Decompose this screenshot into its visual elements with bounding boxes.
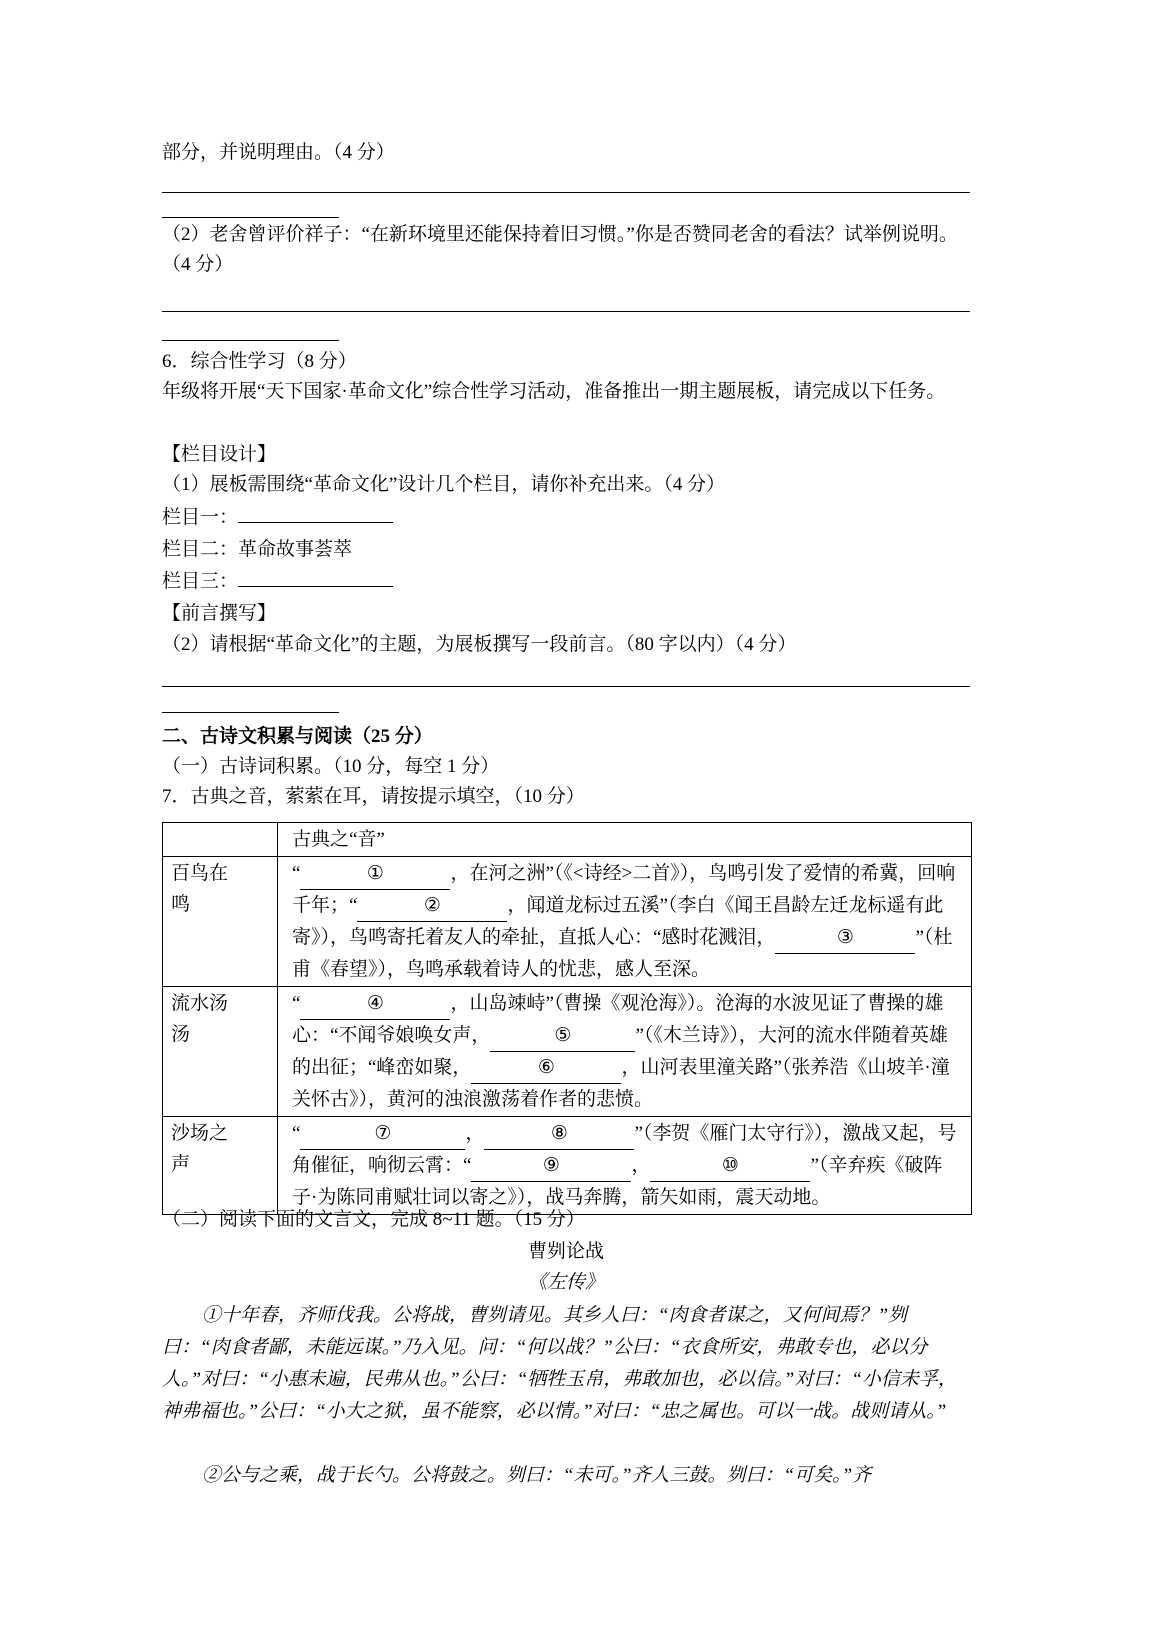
passage-title: 曹刿论战 [527, 1241, 604, 1262]
section-2-sub-1: （一）古诗词积累。（10 分，每空 1 分） [162, 756, 500, 777]
fill-in-blank: ④ [300, 988, 450, 1020]
row-label-battlefield: 沙场之声 [163, 1117, 278, 1215]
fill-in-blank: ⑨ [471, 1150, 631, 1182]
column-1-fill-line: 栏目一： [162, 503, 970, 533]
answer-line-long-3 [162, 686, 970, 687]
table-row [163, 987, 972, 1117]
answer-line-short-1 [162, 217, 339, 218]
row-content-battlefield: “ ⑦ ， ⑧ ”（李贺《雁门太守行》），激战又起，号角催征，响彻云霄：“ ⑨ ， ⑩ ”（辛弃疾《破阵子·为陈同甫赋壮词以寄之》），战马奔腾，箭矢如雨，震天动地。 [278, 1117, 972, 1215]
fill-in-blank [238, 522, 393, 523]
table-row [163, 857, 972, 987]
fill-in-blank: ③ [775, 922, 915, 954]
fill-in-blank: ⑩ [650, 1150, 810, 1182]
fill-in-blank: ② [357, 890, 507, 922]
answer-line-long-1 [162, 192, 970, 193]
question-6-task1: （1）展板需围绕“革命文化”设计几个栏目，请你补充出来。（4 分） [162, 474, 726, 495]
column-2-text: 栏目二：革命故事荟萃 [162, 539, 353, 560]
row-content-birds: “ ① ，在河之洲”（《<诗经>二首》），鸟鸣引发了爱情的希冀，回响千年；“ ② ，闻道龙标过五溪”（李白《闻王昌龄左迁龙标遥有此寄》），鸟鸣寄托着友人的牵扯，直抵人心：“感时花溅泪， ③ ”（杜甫《春望》），鸟鸣承载着诗人的忧悲，感人至深。 [278, 857, 972, 987]
section-2-heading: 二、古诗文积累与阅读（25 分） [162, 726, 433, 747]
question-7-title: 7．古典之音，萦萦在耳，请按提示填空，（10 分） [162, 786, 585, 807]
row-label-birds: 百鸟在鸣 [163, 857, 278, 987]
table-corner-cell [163, 823, 278, 857]
bracket-label-preface: 【前言撰写】 [162, 603, 277, 624]
table-row [163, 1117, 972, 1215]
section-2-sub-2: （二）阅读下面的文言文，完成 8~11 题。（15 分） [162, 1209, 585, 1230]
passage-source: 《左传》 [527, 1272, 604, 1293]
answer-line-short-3 [162, 712, 339, 713]
table-header-cell: 古典之“音” [278, 823, 972, 857]
fill-in-blank [238, 586, 393, 587]
question-5-tail-text: 部分，并说明理由。（4 分） [162, 142, 395, 163]
fill-in-blank: ⑧ [484, 1118, 634, 1150]
question-5-part2-text: （2）老舍曾评价祥子：“在新环境里还能保持着旧习惯。”你是否赞同老舍的看法？试举例说明。（4 分） [162, 224, 958, 275]
answer-line-short-2 [162, 340, 339, 341]
question-6-title: 6．综合性学习（8 分） [162, 351, 357, 372]
fill-in-blank: ⑤ [490, 1020, 635, 1052]
row-content-water: “ ④ ，山岛竦峙”（曹操《观沧海》）。沧海的水波见证了曹操的雄心：“不闻爷娘唤女声， ⑤ ”（《木兰诗》），大河的流水伴随着英雄的出征；“峰峦如聚， ⑥ ，山河表里潼关路”（张养浩《山坡羊·潼关怀古》），黄河的浊浪激荡着作者的悲愤。 [278, 987, 972, 1117]
fill-in-blank: ① [300, 858, 450, 890]
table-header-row [163, 823, 972, 857]
row-label-water: 流水汤汤 [163, 987, 278, 1117]
fill-in-blank: ⑦ [300, 1118, 465, 1150]
fill-in-blank: ⑥ [471, 1052, 621, 1084]
passage-paragraph-1: ①十年春，齐师伐我。公将战，曹刿请见。其乡人曰：“肉食者谋之，又何间焉？”刿曰：“肉食者鄙，未能远谋。”乃入见。问：“何以战？”公曰：“衣食所安，弗敢专也，必以分人。”对曰：“小惠未遍，民弗从也。”公曰：“牺牲玉帛，弗敢加也，必以信。”对曰：“小信未孚，神弗福也。”公曰：“小大之狱，虽不能察，必以情。”对曰：“忠之属也。可以一战。战则请从。” [162, 1305, 957, 1422]
bracket-label-column-design: 【栏目设计】 [162, 444, 277, 465]
column-3-fill-line: 栏目三： [162, 567, 970, 597]
question-6-task2: （2）请根据“革命文化”的主题，为展板撰写一段前言。（80 字以内）（4 分） [162, 634, 797, 655]
question-6-intro: 年级将开展“天下国家·革命文化”综合性学习活动，准备推出一期主题展板，请完成以下任务。 [162, 381, 946, 402]
classical-sound-table [162, 822, 972, 1215]
answer-line-long-2 [162, 311, 970, 312]
passage-paragraph-2: ②公与之乘，战于长勺。公将鼓之。刿曰：“未可。”齐人三鼓。刿曰：“可矣。”齐 [201, 1465, 872, 1486]
